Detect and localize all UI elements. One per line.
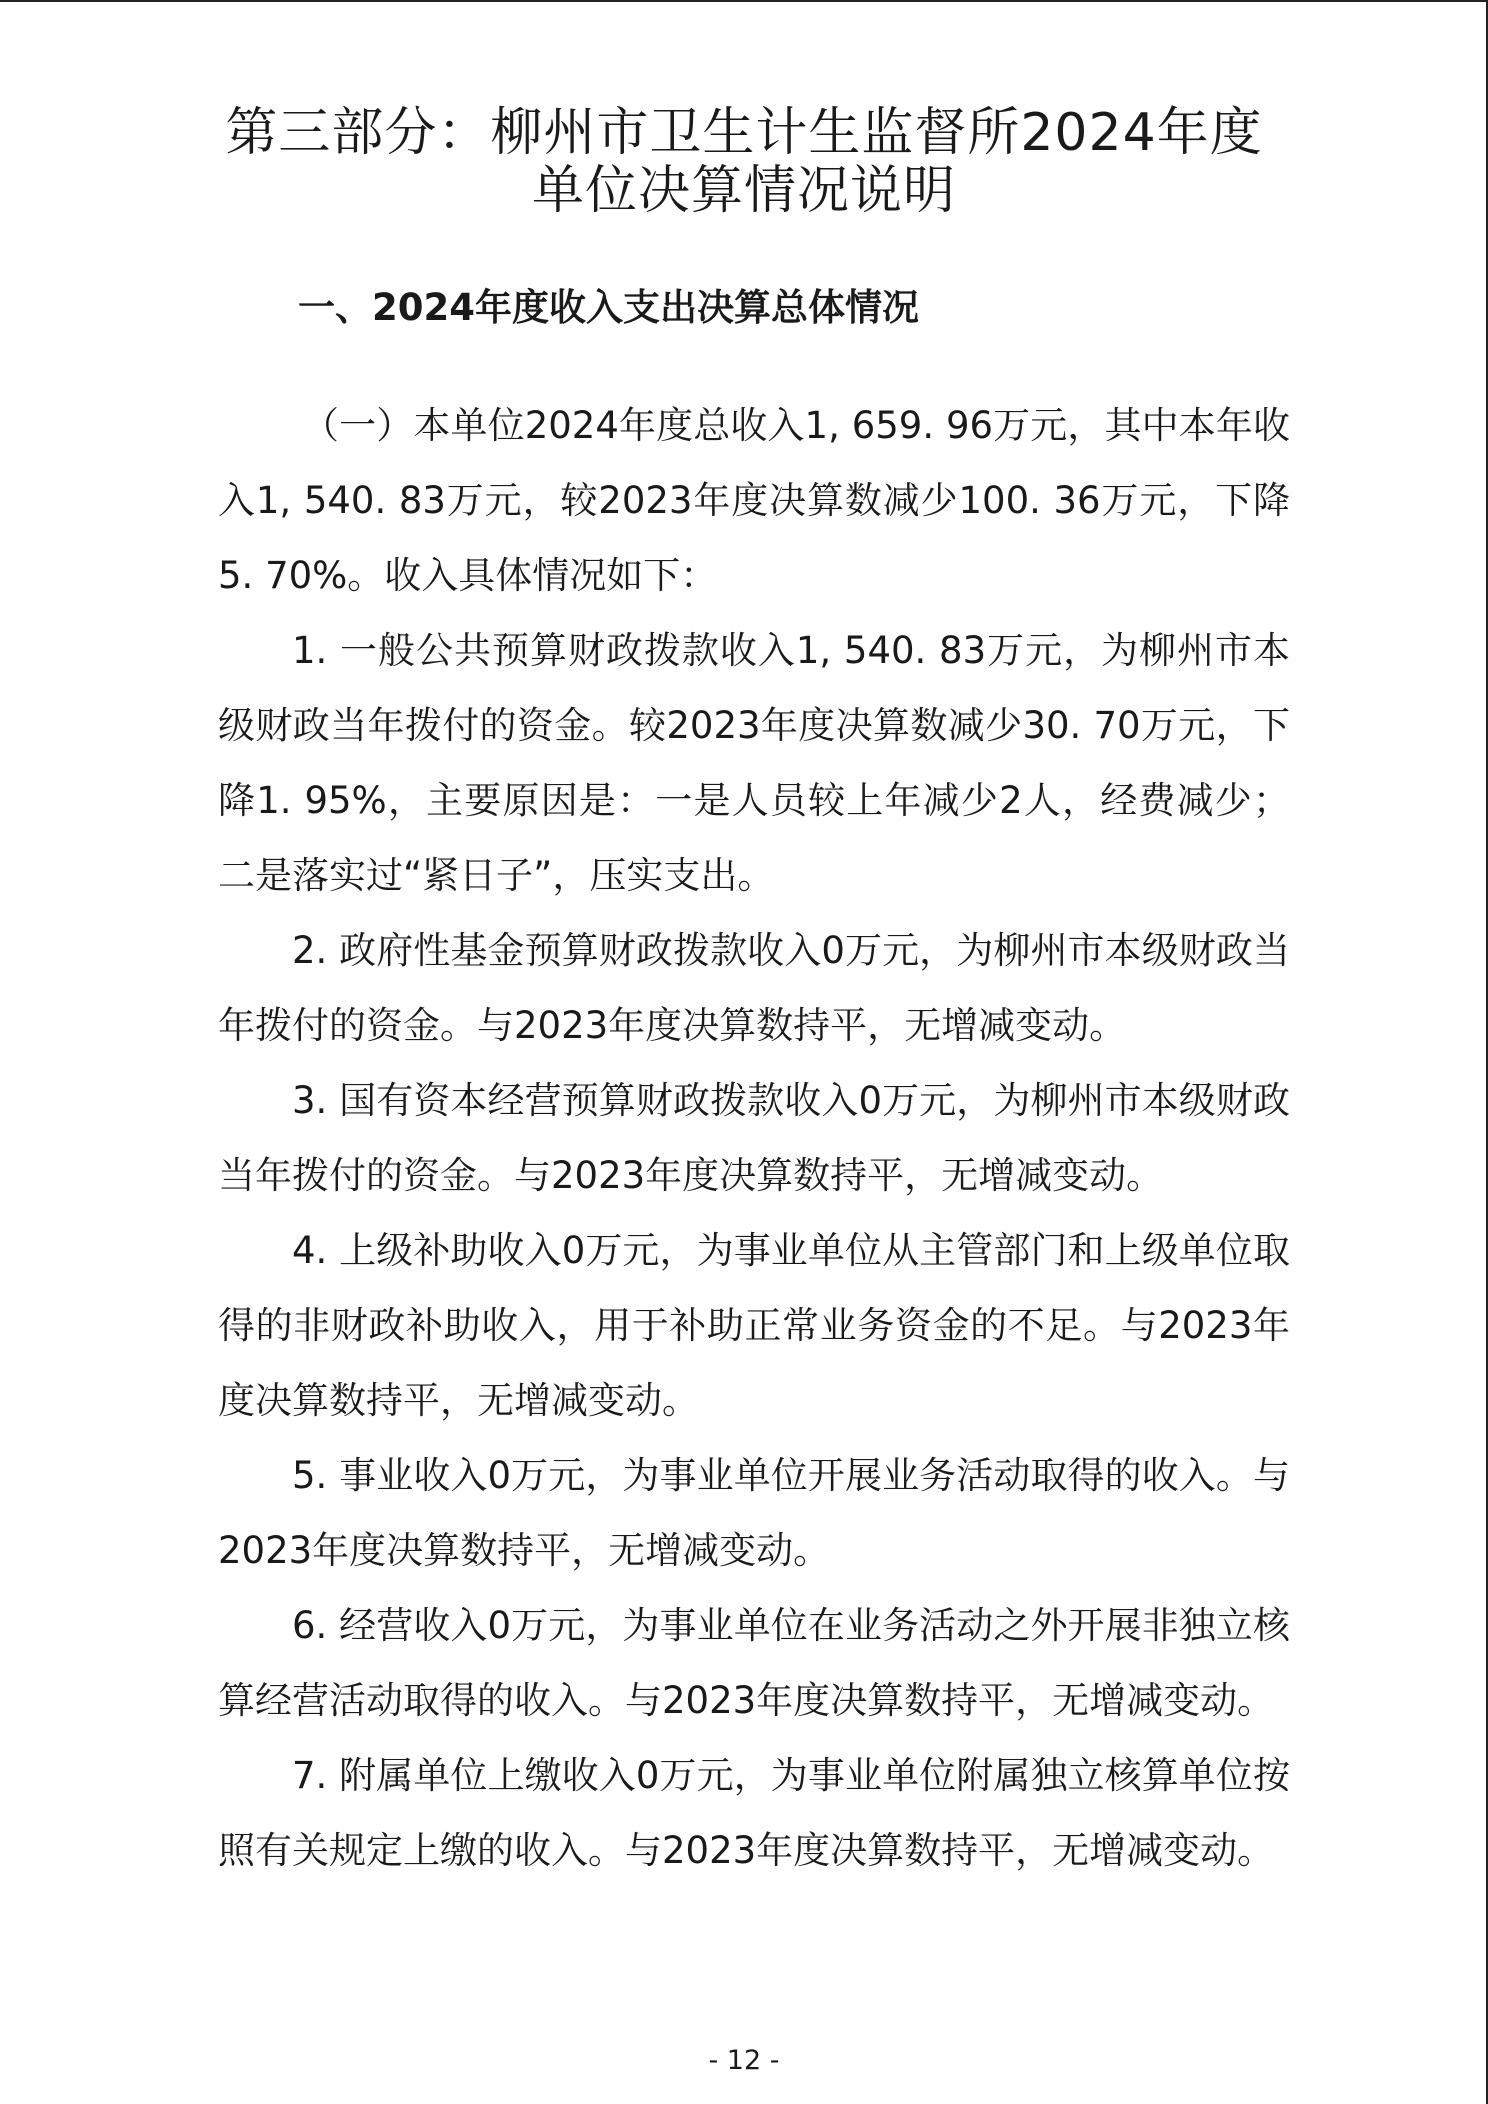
page-title: [0, 104, 1488, 220]
paragraph-affiliated-unit-income: 7. 附属单位上缴收入0万元，为事业单位附属独立核算单位按照有关规定上缴的收入。与2023年度决算数持平，无增减变动。: [218, 1754, 1290, 1872]
paragraph-business-income: 5. 事业收入0万元，为事业单位开展业务活动取得的收入。与2023年度决算数持平，无增减变动。: [218, 1454, 1290, 1572]
page-number: - 12 -: [708, 2045, 780, 2076]
page-title-line-1: 第三部分：柳州市卫生计生监督所2024年度: [225, 103, 1263, 163]
paragraph-total-income: （一）本单位2024年度总收入1, 659. 96万元，其中本年收入1, 540. 83万元，较2023年度决算数减少100. 36万元，下降5. 70%。收入具体情况如下：: [218, 404, 1290, 597]
paragraph-general-budget-income: 1. 一般公共预算财政拨款收入1, 540. 83万元，为柳州市本级财政当年拨付的资金。较2023年度决算数减少30. 70万元，下降1. 95%，主要原因是：一是人员较上年减少2人，经费减少；二是落实过“紧日子”，压实支出。: [218, 629, 1290, 897]
paragraph-superior-subsidy-income: 4. 上级补助收入0万元，为事业单位从主管部门和上级单位取得的非财政补助收入，用于补助正常业务资金的不足。与2023年度决算数持平，无增减变动。: [218, 1229, 1290, 1422]
paragraph-fund-budget-income: 2. 政府性基金预算财政拨款收入0万元，为柳州市本级财政当年拨付的资金。与2023年度决算数持平，无增减变动。: [218, 929, 1290, 1047]
section-heading: 一、2024年度收入支出决算总体情况: [298, 286, 919, 329]
paragraph-state-capital-income: 3. 国有资本经营预算财政拨款收入0万元，为柳州市本级财政当年拨付的资金。与2023年度决算数持平，无增减变动。: [218, 1079, 1290, 1197]
paragraph-operating-income: 6. 经营收入0万元，为事业单位在业务活动之外开展非独立核算经营活动取得的收入。与2023年度决算数持平，无增减变动。: [218, 1604, 1290, 1722]
page-title-line-2: 单位决算情况说明: [531, 161, 956, 221]
body-text: [218, 388, 1290, 1888]
